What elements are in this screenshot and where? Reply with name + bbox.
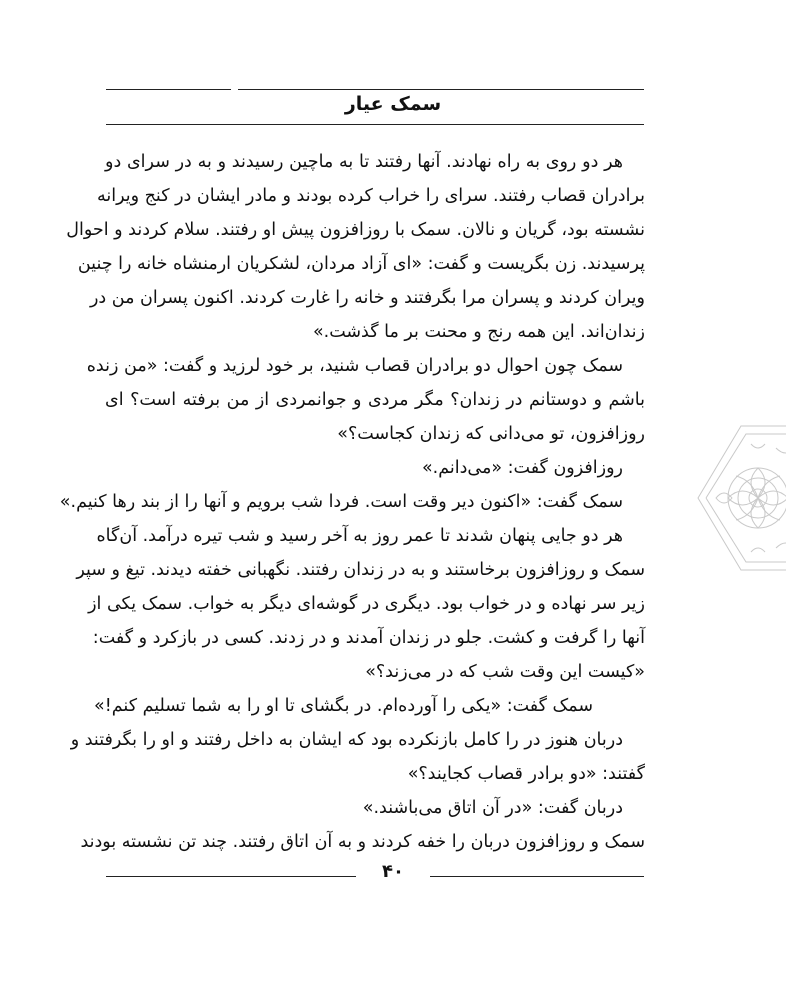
text-line-8: باشم و دوستانم در زندان؟ مگر مردی و جوانمردی از من برفته است؟ ای (105, 390, 645, 410)
text-line-21: سمک و روزافزون دربان را خفه کردند و به آن اتاق رفتند. چند تن نشسته بودند (80, 832, 645, 852)
text-line-16: «کیست این وقت شب که در می‌زند؟» (365, 662, 645, 682)
text-line-3: نشسته بود، گریان و نالان. سمک با روزافزون پیش او رفتند. سلام کردند و احوال (66, 220, 645, 240)
text-line-2: برادران قصاب رفتند. سرای را خراب کرده بودند و مادر ایشان در کنج ویرانه (96, 186, 645, 206)
footer-rule-right (430, 876, 644, 877)
page-number: ۴۰ (382, 861, 404, 882)
text-line-12: هر دو جایی پنهان شدند تا عمر روز به آخر رسید و شب تیره درآمد. آن‌گاه (96, 526, 623, 546)
text-line-5: ویران کردند و پسران مرا بگرفتند و خانه را غارت کردند. اکنون پسران من در (89, 288, 645, 308)
footer-rule-left (106, 876, 356, 877)
text-line-18: دربان هنوز در را کامل بازنکرده بود که ایشان به داخل رفتند و او را بگرفتند و (70, 730, 623, 750)
text-line-20: دربان گفت: «در آن اتاق می‌باشند.» (362, 798, 623, 818)
text-line-7: سمک چون احوال دو برادران قصاب شنید، بر خود لرزید و گفت: «من زنده (86, 356, 623, 376)
running-header-title: سمک عیار (344, 93, 442, 115)
floral-ornament-icon (696, 418, 786, 578)
text-line-17: سمک گفت: «یکی را آورده‌ام. در بگشای تا او را به شما تسلیم کنم!» (94, 696, 593, 716)
text-line-11: سمک گفت: «اکنون دیر وقت است. فردا شب برویم و آنها را از بند رها کنیم.» (59, 492, 623, 512)
header-rule-top-right (238, 89, 644, 90)
header-rule-bottom (106, 124, 644, 125)
text-line-15: آنها را گرفت و کشت. جلو در زندان آمدند و در زدند. کسی در بازکرد و گفت: (92, 628, 645, 648)
text-line-14: زیر سر نهاده و در خواب بود. دیگری در گوشه‌ای دیگر به خواب. سمک یکی از (88, 594, 645, 614)
text-line-4: پرسیدند. زن بگریست و گفت: «ای آزاد مردان، لشکریان ارمنشاه خانه را چنین (77, 254, 645, 274)
text-line-1: هر دو روی به راه نهادند. آنها رفتند تا به ماچین رسیدند و به در سرای دو (105, 152, 623, 172)
header-rule-top-left (106, 89, 231, 90)
text-line-10: روزافزون گفت: «می‌دانم.» (421, 458, 623, 478)
text-line-19: گفتند: «دو برادر قصاب کجایند؟» (407, 764, 645, 784)
text-line-6: زندان‌اند. این همه رنج و محنت بر ما گذشت.» (312, 322, 645, 342)
text-line-9: روزافزون، تو می‌دانی که زندان کجاست؟» (337, 424, 645, 444)
text-line-13: سمک و روزافزون برخاستند و به در زندان رفتند. نگهبانی خفته دیدند. تیغ و سپر (76, 560, 645, 580)
